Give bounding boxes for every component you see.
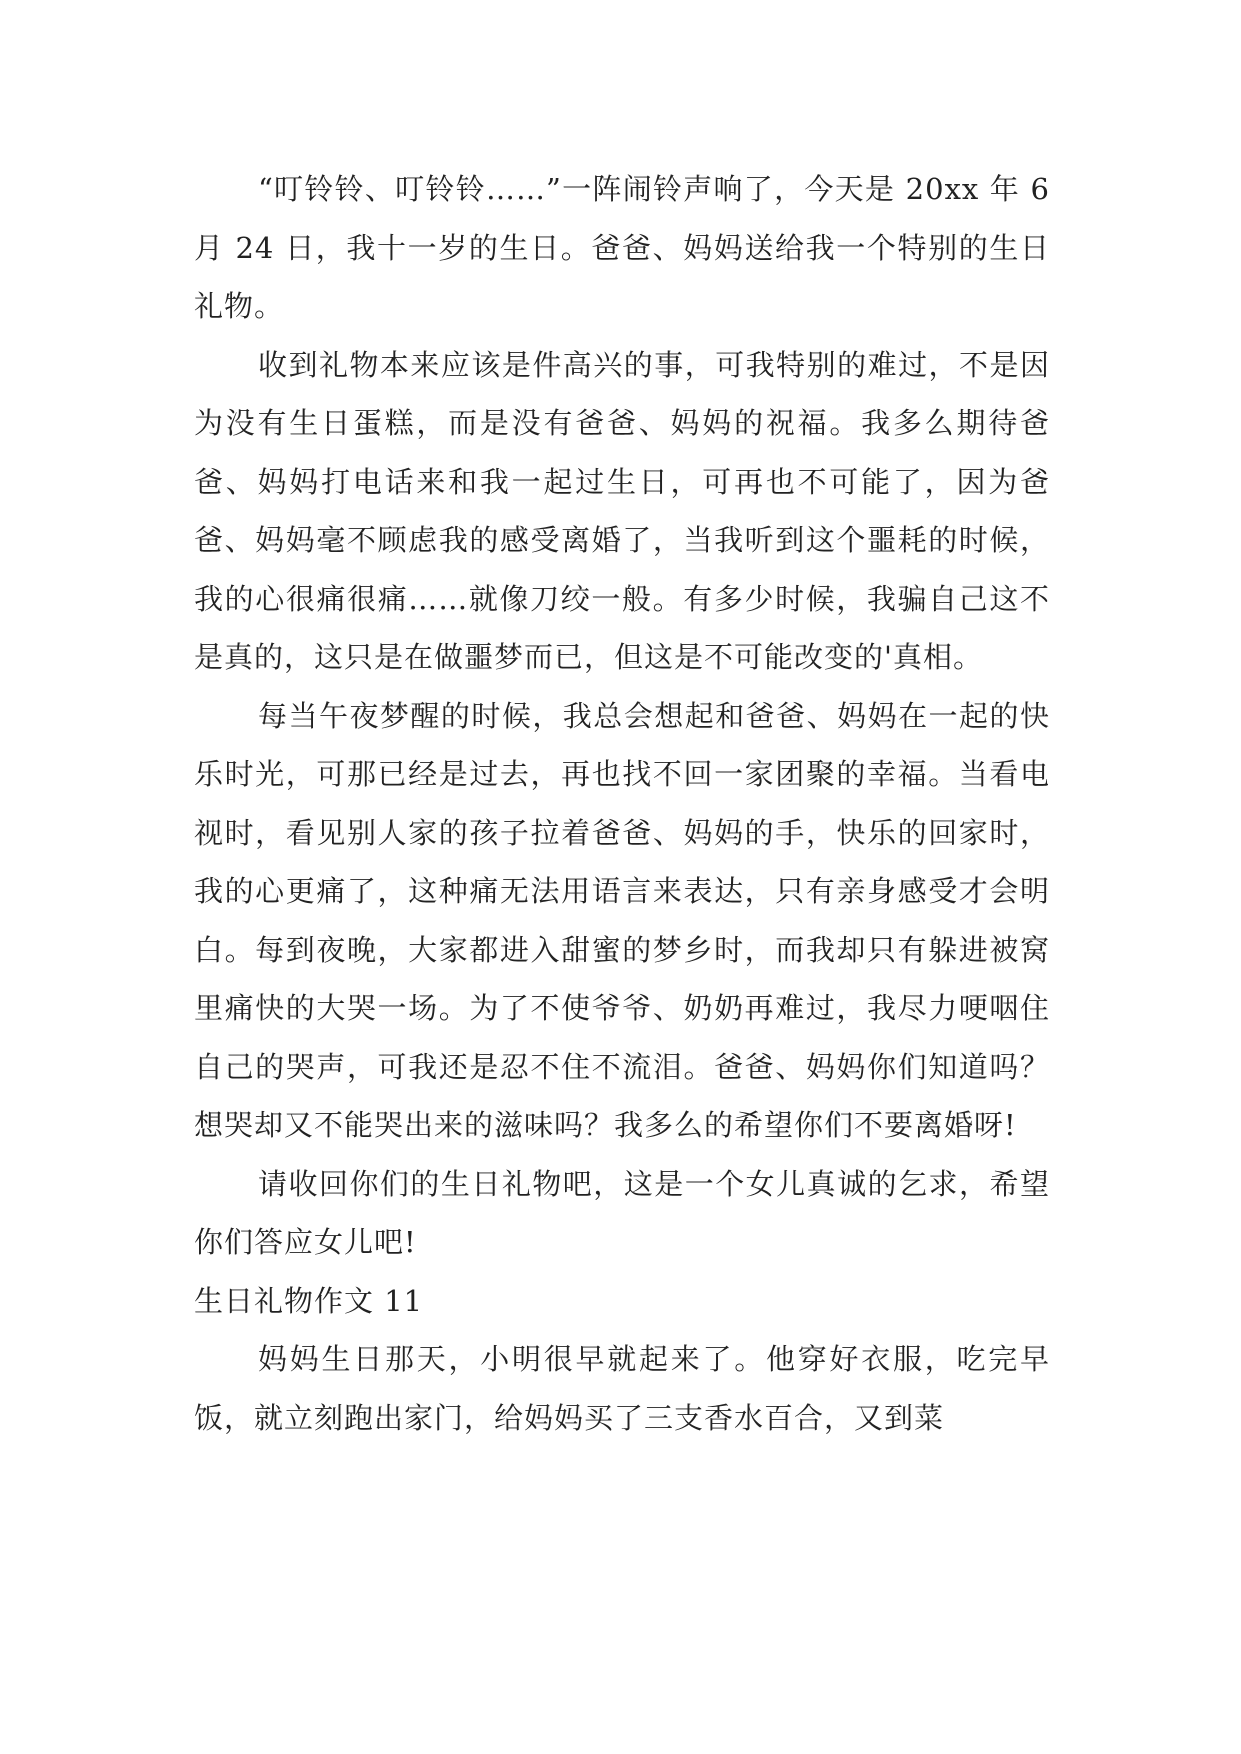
paragraph-gift-sadness: 收到礼物本来应该是件高兴的事，可我特别的难过，不是因为没有生日蛋糕，而是没有爸爸、妈妈的祝福。我多么期待爸爸、妈妈打电话来和我一起过生日，可再也不可能了，因为爸爸、妈妈毫不顾虑我的感受离婚了，当我听到这个噩耗的时候，我的心很痛很痛……就像刀绞一般。有多少时候，我骗自己这不是真的，这只是在做噩梦而已，但这是不可能改变的'真相。 [194, 347, 1050, 674]
paragraph-mother-birthday: 妈妈生日那天，小明很早就起来了。他穿好衣服，吃完早饭，就立刻跑出家门，给妈妈买了三支香水百合，又到菜 [194, 1342, 1050, 1435]
document-body [194, 160, 1050, 1447]
paragraph-alarm-birthday: “叮铃铃、叮铃铃……”一阵闹铃声响了，今天是 20xx 年 6 月 24 日，我十一岁的生日。爸爸、妈妈送给我一个特别的生日礼物。 [194, 172, 1050, 323]
paragraph-midnight-memories: 每当午夜梦醒的时候，我总会想起和爸爸、妈妈在一起的快乐时光，可那已经是过去，再也找不回一家团聚的幸福。当看电视时，看见别人家的孩子拉着爸爸、妈妈的手，快乐的回家时，我的心更痛了，这种痛无法用语言来表达，只有亲身感受才会明白。每到夜晚，大家都进入甜蜜的梦乡时，而我却只有躲进被窝里痛快的大哭一场。为了不使爷爷、奶奶再难过，我尽力哽咽住自己的哭声，可我还是忍不住不流泪。爸爸、妈妈你们知道吗？想哭却又不能哭出来的滋味吗？我多么的希望你们不要离婚呀! [194, 698, 1050, 1142]
paragraph-plea: 请收回你们的生日礼物吧，这是一个女儿真诚的乞求，希望你们答应女儿吧! [194, 1166, 1050, 1259]
section-heading: 生日礼物作文 11 [194, 1283, 424, 1318]
